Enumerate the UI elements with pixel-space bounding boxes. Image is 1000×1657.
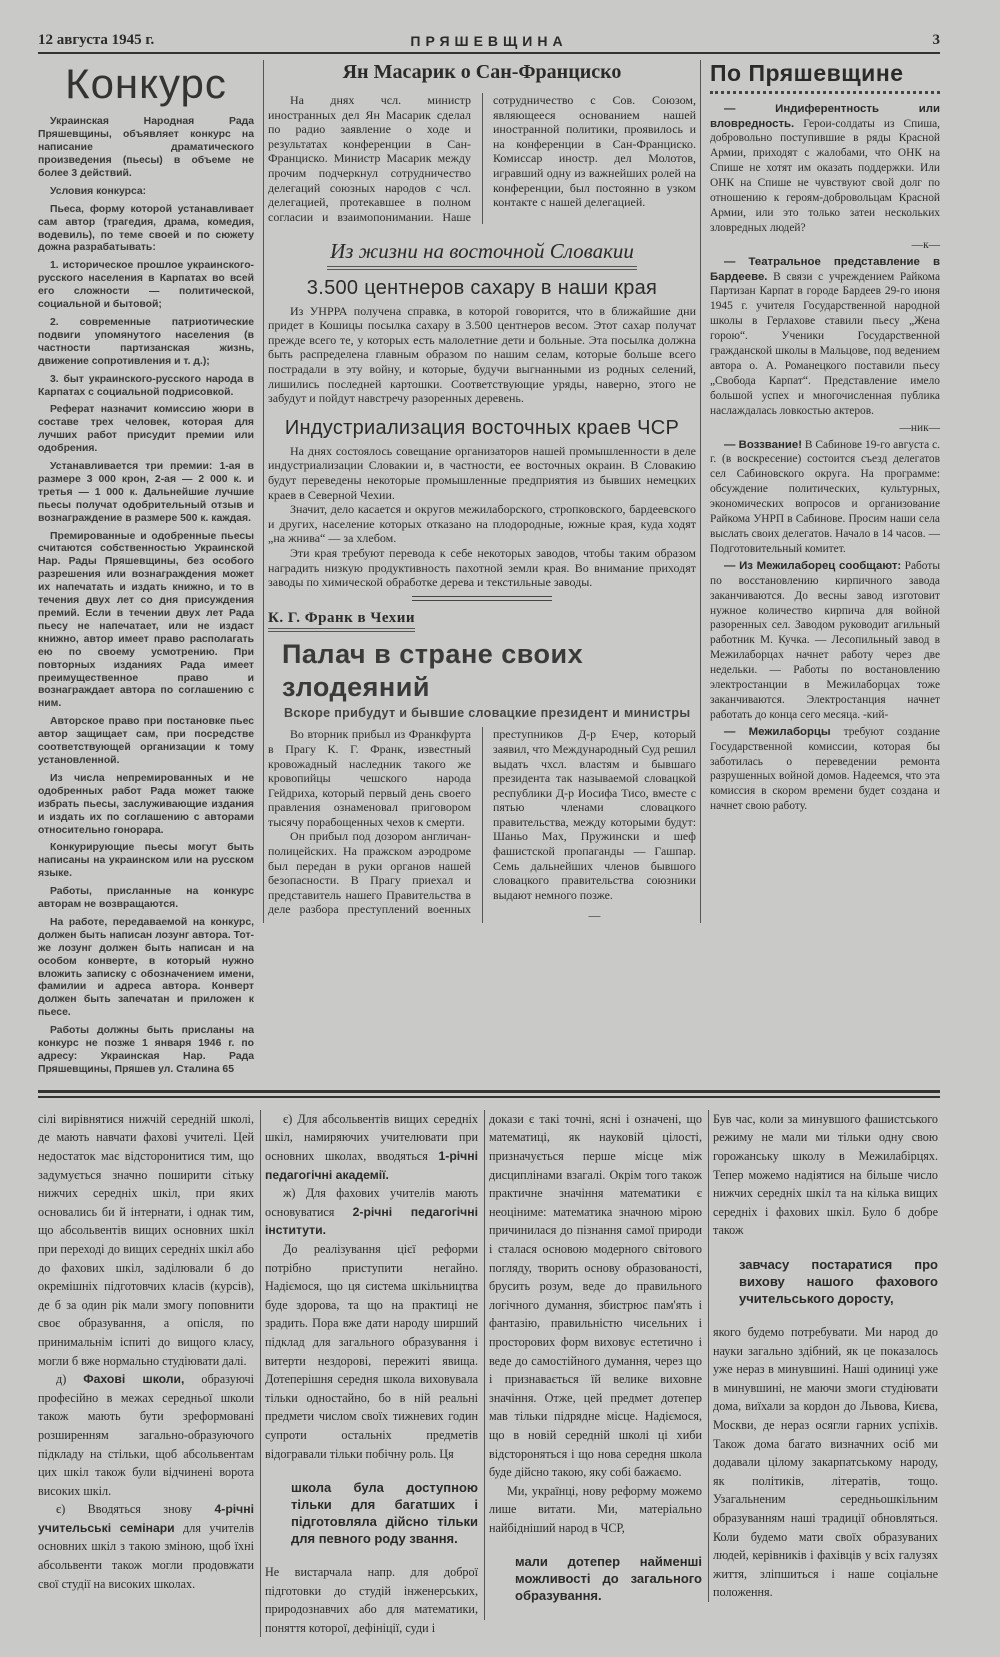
- masaryk-article: [268, 60, 696, 224]
- page-number: 3: [932, 32, 940, 48]
- article-title: Ян Масарик о Сан-Франциско: [342, 61, 622, 83]
- article-title: Индустриализация восточных краев ЧСР: [284, 416, 680, 439]
- paragraph: [38, 1370, 254, 1500]
- article-body: [268, 93, 696, 224]
- middle-column: [263, 60, 701, 923]
- paragraph: Значит, дело касается и округов межилаборского, стропковского, бардеевского и других, население которых отказано на плодородные, южные края, куда ходят „на жнива“ — за хлебом.: [268, 502, 696, 546]
- paragraph-prefix: є) Для абсольвентів вищих середніх шкіл, намиряючих учителювати при основних школах, вводяться: [265, 1111, 478, 1164]
- paragraph: сілі вирівнятися нижчій середній школі, де мають навчати фахові учителі. Цей недостаток має відстоpонитися тим, що задумується значно поширити сітьку нижчих середніх шкіл, при яких основались би й інтернати, і однак тим, що абсольвентів вищих основних шкіл при переході до вищих середніх шкіл або до фахових шкіл, заділювали б до окремішніх підготовчих класів (курсів), де б за один рік мали змогу поповнити своє образування, а опісля, по принимальнім іспиті до вищого класу, могли б вже нормально студіювати далі.: [38, 1111, 254, 1368]
- news-text: Работы по восстановлению кирпичного завода заканчиваются. До весны завод изготовит нужное количество кирпича для войной разоренных сел. Заводом руководит агильный работник М. Кучка. — Лесопильный завод в Межилаборцах начнет работу через две недельки. — Работы по востановлению электростанции в Межилаборцах тоже заканчиваются. Электростанция начнет работать до конца сего месяца. -кий-: [710, 559, 940, 721]
- emphasis: 1-річні педагогічні академії.: [265, 1149, 478, 1182]
- paragraph: Конкурирующие пьесы могут быть написаны на украинском или на русском языке.: [38, 842, 254, 880]
- emphasis: Фахові школи,: [83, 1372, 185, 1387]
- paragraph: Устанавливается три премии: 1-ая в размере 3 000 крон, 2-ая — 2 000 к. и третья — 1 000 к. Дальнейшие лучшие пьесы получат одобрительный отзыв и вознаграждение в размере 500 к. каждая.: [38, 461, 254, 524]
- emphasis: 4-річні учительські семінари: [38, 1502, 254, 1535]
- news-list: [710, 102, 940, 815]
- newspaper-page: [38, 0, 940, 1657]
- article-body: [268, 727, 696, 923]
- paragraph: Из УНРРА получена справка, в которой говорится, что в ближайшие дни придет в Кошицы посылка сахару в 3.500 центнеров весом. Этот сахар получат прежде всего те, у которых есть малолетние дети и больные. Эта посылка должна быть распределена главным образом по нашим селам, которые больше всего пострадали в эту войну, и которые, будучи выгнанными из родных селений, лишились последней картошки. Соответствующие уряды, наверно, этого не забудут и пойдут навстречу разоренных деревень.: [268, 303, 696, 406]
- school-reform-column-3: [484, 1110, 702, 1621]
- article-title: Палач в стране своих злодеяний: [282, 639, 584, 702]
- paragraph: докази є такі точні, ясні і означені, що математиці, як науковій цілості, призначується перше місце між дисциплінами взагалі. Окрім того також практичне значіння математики є неоцінимe: математика значною мірою причинилася до пізнання самої природи і сталася основою модерного світового погляду, творить основу образованості, брусить розум, веде до правильного логічного думання, збистрює пам'ять і фантазію, правильністю чисельних і просторових форм виховує естетично і веде до самостійного думання, через що і признавається їй велике виховне значіння. Отже, цей предмет дотепер мав тільки підрядне місце. Надіємося, що в новій середній школі ці хиби відстороняться і що нова середня школа буде дійсно такою, яку собі бажаємо.: [489, 1111, 702, 1480]
- paragraph: 1. историческое прошлое украинского-русского населения в Карпатах во всей его сложности — политической, социальной и бытовой;: [38, 260, 254, 311]
- paragraph: Украинская Народная Рада Пряшевщины, объявляет конкурс на написание драматического произведения (пьесы) в объеме не более 3 действий.: [38, 116, 254, 179]
- news-text: В связи с учреждением Райкома Партизан Карпат в городе Бардеев 29-го июня 1945 г. учителя Государственной народной школы в Герлахове ставили пьесу „Жена горою“. Ученики Государственной гражданской школы в Мальцове, под ведением автора о. А. Романецкого поставили пьесу „Свобода Карпат“. Представление имело большой успех и многочисленная публика наслаждалась ловкостью актеров.: [710, 270, 940, 417]
- paragraph: якого будемо потребувати. Ми народ до науки загально здібний, як це показалось уже нераз в минувшині. Наші одиниці уже в минувшині, не маючи змоги студіювати дома, виїхали за кордон до Львова, Києва, Москви, де нераз осягли гарних успіхів. Також дома багато визначних осіб ми додавали цілому закарпатському народу, як політиків, літератів, тощо. Узагальненим середньошкільним образуванням наші традиції обновляться. Коли будемо мати своїх образуваних людей, керівників і фахівців у всіх галузях життя, зліпшиться і наше соціальне положення.: [713, 1324, 938, 1600]
- school-reform-column-1: [38, 1110, 254, 1593]
- news-signature: —ник—: [899, 421, 940, 434]
- article-title: Конкурс: [65, 60, 227, 107]
- section-rule: [38, 1090, 940, 1098]
- paragraph-text: образуючі професійно в межах середньої школи також мають бути зреформовані розширенням загально-образуючого підкладу на стільки, щоб абсольвентам цих шкіл також були відчинені ворота високих шкіл.: [38, 1372, 254, 1498]
- article-body: [38, 116, 254, 1077]
- paragraph-prefix: д): [56, 1372, 84, 1387]
- masthead: ПРЯШЕВЩИНА: [410, 33, 568, 49]
- paragraph: Авторское право при постановке пьес автор защищает сам, при посредстве соответствующей организации к тому установленной.: [38, 716, 254, 766]
- emphasis: 2-річні педагогічні інститути.: [265, 1204, 478, 1238]
- frank-article: [268, 609, 696, 923]
- paragraph: [265, 1110, 478, 1184]
- article-subtitle: Вскоре прибудут и бывшие словацкие президент и министры: [284, 705, 691, 720]
- paragraph: Работы, присланные на конкурс авторам не возвращаются.: [38, 886, 254, 911]
- paragraph-text: для учителів основних шкіл з такою зміною, щоб їхні абсольвенти також могли продовжати свої студії на високих школах.: [38, 1520, 255, 1591]
- section-kicker: К. Г. Франк в Чехии: [268, 609, 415, 633]
- paragraphs: [268, 727, 696, 923]
- paragraph: Условия конкурса:: [50, 185, 147, 197]
- article-title: 3.500 центнеров сахару в наши края: [306, 276, 658, 299]
- news-lead: — Воззвание!: [724, 438, 803, 451]
- news-lead: — Из Межилаборец сообщают:: [724, 559, 902, 572]
- section-kicker: Из жизни на восточной Словакии: [327, 238, 637, 269]
- paragraph: Работы должны быть присланы на конкурс не позже 1 января 1946 г. по адресу: Украинская Нар. Рада Пряшевщины, Пряшев ул. Сталина 65: [38, 1025, 254, 1075]
- ornament-divider: [412, 596, 552, 601]
- paragraph: Реферат назначит комиссию жюри в составе трех человек, которая для лучших работ присудит премии или одобрения.: [38, 404, 254, 455]
- news-text: В Сабинове 19-го августа с. г. (в воскресение) состоится съезд делегатов сел Сабиновского округа. На программе: обсуждение политических, культурных, экономических вопросов и организование Райкома УНРП в Сабинове. Просим наши села выслать своих делегатов. Начало в 14 часов. — Подготовительный комитет.: [710, 438, 940, 555]
- article-body: [268, 304, 696, 406]
- news-text: требуют создание Государственной комиссии, которая бы заботилась о переведении ремонта разрушенных войной домов. Надеемся, что эта комиссия в скором времени будет создана и начнет свою работу.: [710, 725, 940, 813]
- news-item: [710, 725, 940, 814]
- page-header: [38, 32, 940, 54]
- paragraph: Був час, коли за минувшого фашистського режиму не мали ми тільки одну свою горожанську школу в Межилабірцях. Тепер можемо надіятися на більше число нижчих середніх шкіл та на кілька вищих середніх і фахових шкіл. Було б добре також: [713, 1111, 938, 1238]
- paragraph: Из числа непремированных и не одобренных работ Рада может также избрать пьесы, заслуживающие издания и издать их по соглашению с авторами относительно гонорара.: [38, 772, 254, 836]
- pull-quote: завчасу постаратися про вихову нашого фахового учительського доросту,: [739, 1256, 938, 1306]
- paragraph: [38, 1500, 254, 1593]
- news-text: Герои-солдаты из Спиша, добровольно поступившие в ряды Красной Армии, приходят с жалобами, что ОНК на Спише не хотят им оказать поддержки. Или ОНК на Спише не чувствуют свой долг по отношению к героям-добровольцам Красной Армии, или это только затеи нескольких зловредных людей?: [710, 117, 940, 234]
- konkurs-article: [38, 60, 254, 1082]
- news-item: [710, 255, 940, 419]
- news-item: [710, 102, 940, 236]
- issue-date: 12 августа 1945 г.: [38, 32, 155, 48]
- top-band: [38, 60, 940, 1082]
- slovakia-section: [268, 238, 696, 600]
- paragraph: Он прибыл под дозором англичан-полицейских. На пражском аэродроме был передан в руки органов нашей безопасности. В Прагу приехал и представитель нашего Правительства в деле разбора преступлений военных преступников Д-р Ечер, который заявил, что Международный Суд решил выдать чхсл. властям и бывшаго президента так называемой словацкой республики Д-р Иосифа Тисо, вместе с пятью членами словацкого правительства, между которыми будут: Шаньо Мах, Пружински и шеф фашистской пропаганды — Гашпар. Семь дальнейших членов бывшого словацкого правительства союзники выдают немного позже.: [268, 727, 696, 917]
- paragraph: Не вистарчала напр. для доброї підготовки до студій інженерських, природознавчих або для математики, поняття которої, дефініції, суди і: [265, 1565, 478, 1635]
- news-signature: —к—: [911, 238, 940, 251]
- pull-quote: мали дотепер найменші можливості до загального образування.: [515, 1554, 702, 1604]
- section-title: По Пряшевщине: [710, 60, 940, 94]
- end-mark: —: [588, 908, 601, 923]
- news-item: [710, 438, 940, 557]
- pryashev-news: [710, 60, 940, 816]
- news-lead: — Театральное представление в Бардееве.: [710, 255, 940, 283]
- school-reform-column-4: [708, 1110, 938, 1602]
- paragraph: [265, 1184, 478, 1240]
- paragraph: До реалізування цієї реформи потрібно приступити негайно. Надіємося, що ця система шкільництва буде здорова, та що на практиці не зрадить. Пора вже дати народу ширший підклад для загального образування і витерти нездорові, пережиті явища. Дотеперішня середня школа виховувала тільки одностайно, бо в ній реальні предмети числом своїх тижневих годин супроти остальніх предметів відогравали тільки побічну роль. Ця: [265, 1241, 478, 1461]
- paragraph: Премированные и одобренные пьесы считаются собственностью Украинской Нар. Рады Пряшевщины, без особого разрешения или вознаграждения может их напечатать и издать книжно, и то в течения двух лет со дня присуждения премий. Если в течении двух лет Рада пьесу не напечатает, или не издаст книжно, автор имеет право располагать ею по своему усмотрению. При повторных изданиях Рада имеет преимущественное право и вознаграждает автора по соглашению с ним.: [38, 530, 254, 710]
- paragraph: Пьеса, форму которой устанавливает сам автор (трагедия, драма, комедия, водевиль), по теме своей и по сюжету дожна разрабатывать:: [38, 203, 254, 254]
- news-lead: — Индиферентность или вловредность.: [710, 102, 940, 130]
- paragraph: 2. современные патриотические подвиги упомянутого населения (в частности партизанская жизнь, движение сопротивления и т. д.);: [38, 316, 254, 367]
- paragraph: На днях чсл. министр иностранных дел Ян Масарик сделал по радио заявление о ходе и результатах конференции в Сан-Франциско. Министр Масарик между прочим подчеркнул сотрудничество делегаций союзных народов с чсл. делегацией, протекавшее в полном согласии и взаимопонимании. Наше сотрудничество с Сов. Союзом, являющееся основанием нашей иностранной политики, проявилось и на конференции в Сан-Франциско. Комиссар иностр. дел Молотов, игравший одну из важнейших ролей на конференции, был постоянно в узком контакте с нашей делегацией.: [268, 93, 696, 224]
- paragraph-prefix: ж) Для фахових учителів мають основуватися: [265, 1186, 478, 1219]
- paragraph: 3. быт украинского-русского народа в Карпатах с социальной подрисовкой.: [38, 373, 254, 398]
- paragraph-prefix: є) Вводяться знову: [56, 1502, 215, 1517]
- news-lead: — Межилаборцы: [724, 725, 831, 738]
- article-body: [268, 444, 696, 590]
- paragraph: На работе, передаваемой на конкурс, должен быть написан лозунг автора. Тот-же лозунг должен быть написан и на особом конверте, в который нужно вложить записку с обозначением имени, фамилии и адреса автора. Конверт должен быть запечатан и приложен к пьесе.: [38, 916, 254, 1019]
- paragraph: Эти края требуют перевода к себе некоторых заводов, чтобы таким образом наградить низкую продуктивность пахотной земли края. Во внимание приходят заводы по химической обработке дерева и текстильные заводы.: [268, 545, 696, 590]
- paragraph: Ми, українці, нову реформу можемо лише витати. Ми, матеріально найбідніший народ в ЧСР,: [489, 1483, 702, 1535]
- pull-quote: школа була доступною тільки для багатших і підготовляла дійсно тільки для певного роду звання.: [291, 1480, 478, 1547]
- paragraph: На днях состоялось совещание организаторов нашей промышленности в деле индустриализации Словакии и, в частности, ее восточных окраин. В Словакию будут переведены некоторые промышленные предприятия из бывших немецких краев в Северной Чехии.: [268, 443, 696, 502]
- paragraph: Во вторник прибыл из Франкфурта в Прагу К. Г. Франк, известный кровожадный наследник такого же кровопийцы чешского народа Гейдриха, который первый день своего правления ознаменовал приговором тысячу порабощенных чехов к смерти.: [268, 727, 471, 829]
- news-item: [710, 559, 940, 723]
